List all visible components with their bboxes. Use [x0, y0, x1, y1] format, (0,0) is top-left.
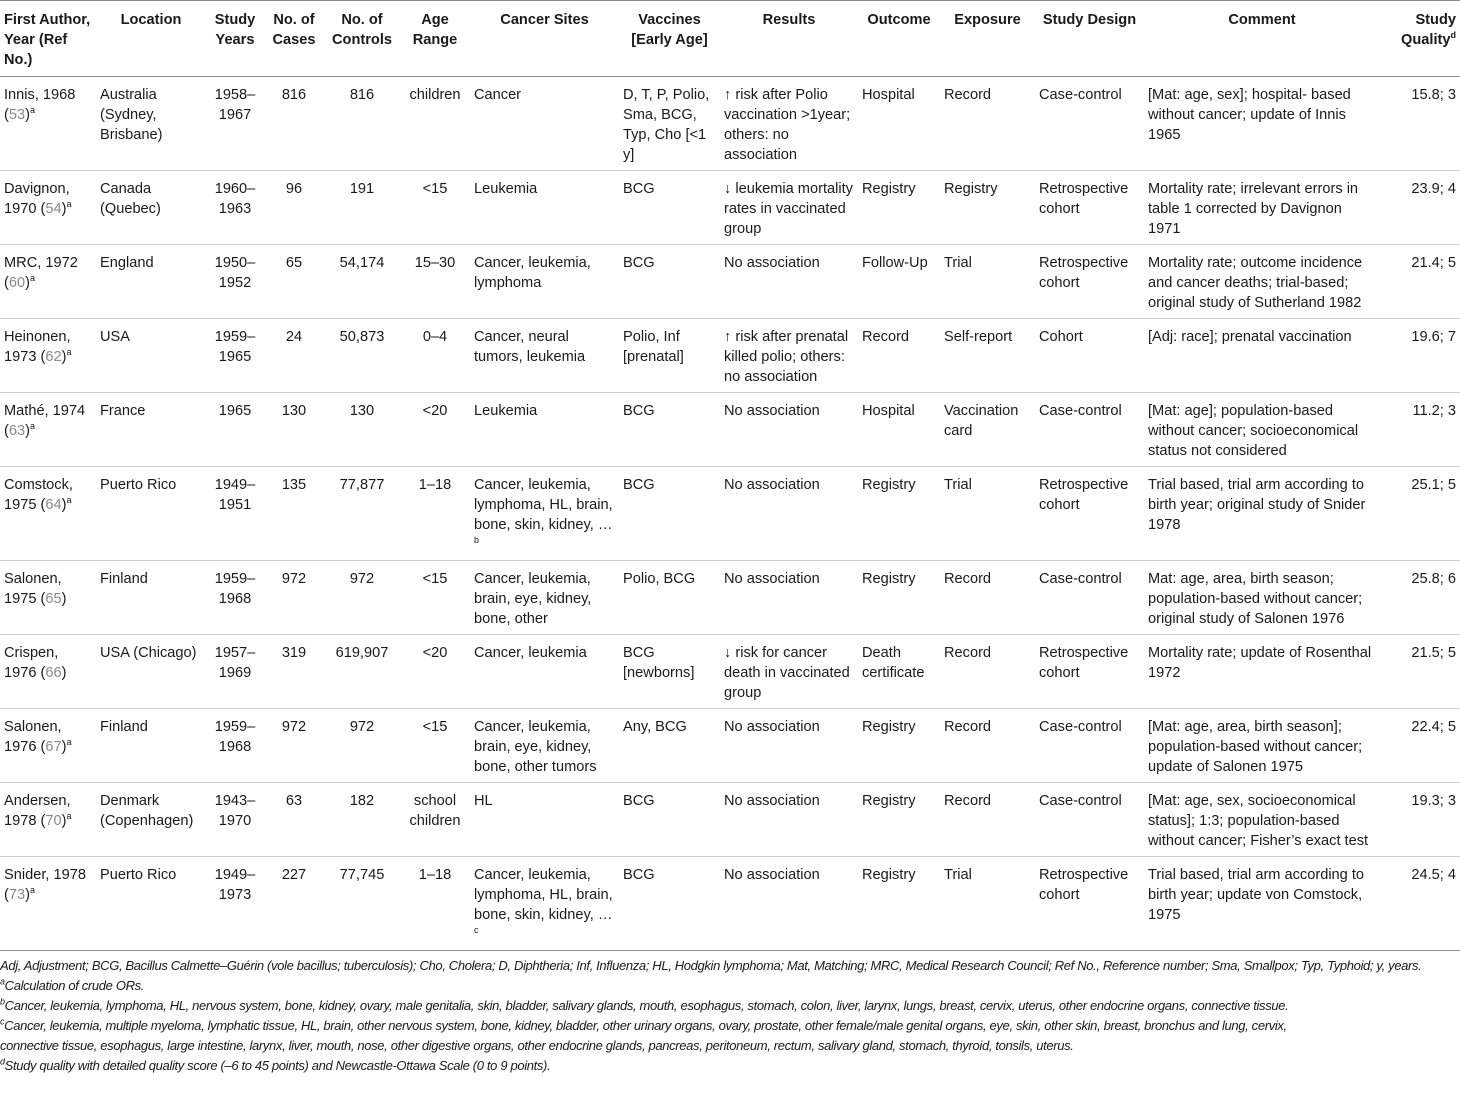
cell-author: Mathé, 1974 $(63)^a$ [0, 393, 96, 467]
cell-study-quality: 15.8; 3 [1380, 77, 1460, 171]
cell-cancer-sites: Cancer, leukemia, brain, eye, kidney, bone, other [470, 561, 619, 635]
cell-exposure: Vaccination card [940, 393, 1035, 467]
footnote-marker: a [29, 421, 35, 432]
footnote-marker: b [0, 996, 5, 1007]
cell-cancer-sites: Cancer, leukemia, lymphoma, HL, brain, bone, skin, kidney, …$^c$ [470, 857, 619, 951]
table-row [0, 171, 1460, 245]
cell-cases: 65 [264, 245, 324, 319]
cell-age-range: <15 [400, 171, 470, 245]
cell-controls: 972 [324, 709, 400, 783]
cell-outcome: Registry [858, 467, 940, 561]
cell-age-range: <15 [400, 709, 470, 783]
footnote-marker: c [474, 925, 479, 936]
cell-results: No association [720, 245, 858, 319]
col-header-controls: No. of Controls [324, 1, 400, 77]
cell-study-design: Cohort [1035, 319, 1144, 393]
cell-cases: 227 [264, 857, 324, 951]
cell-study-quality: 11.2; 3 [1380, 393, 1460, 467]
cell-exposure: Record [940, 635, 1035, 709]
cell-controls: 50,873 [324, 319, 400, 393]
cell-results: ↓ risk for cancer death in vaccinated group [720, 635, 858, 709]
cell-comment: Mat: age, area, birth season; population-based without cancer; original study of Salonen 1976 [1144, 561, 1380, 635]
cell-vaccines: BCG [619, 393, 720, 467]
cell-exposure: Record [940, 709, 1035, 783]
cell-location: Canada (Quebec) [96, 171, 206, 245]
cell-study-design: Retrospective cohort [1035, 467, 1144, 561]
col-header-study-quality: Study Quality$^d$ [1380, 1, 1460, 77]
cell-exposure: Trial [940, 245, 1035, 319]
cell-study-years: 1949–1951 [206, 467, 264, 561]
col-header-outcome: Outcome [858, 1, 940, 77]
cell-controls: 619,907 [324, 635, 400, 709]
table-row [0, 709, 1460, 783]
cell-location: USA [96, 319, 206, 393]
table-row [0, 635, 1460, 709]
cell-controls: 816 [324, 77, 400, 171]
col-header-exposure: Exposure [940, 1, 1035, 77]
cell-location: Finland [96, 561, 206, 635]
cell-study-quality: 21.5; 5 [1380, 635, 1460, 709]
cell-study-quality: 24.5; 4 [1380, 857, 1460, 951]
table-row [0, 561, 1460, 635]
cell-study-years: 1958–1967 [206, 77, 264, 171]
cell-author: MRC, 1972 $(60)^a$ [0, 245, 96, 319]
cell-outcome: Hospital [858, 77, 940, 171]
cell-study-design: Case-control [1035, 561, 1144, 635]
cell-outcome: Hospital [858, 393, 940, 467]
cell-age-range: <20 [400, 393, 470, 467]
reference-number: 53 [8, 107, 26, 123]
footnote-marker: a [29, 273, 35, 284]
cell-author: Snider, 1978 $(73)^a$ [0, 857, 96, 951]
cell-controls: 182 [324, 783, 400, 857]
cell-outcome: Follow-Up [858, 245, 940, 319]
cell-results: ↑ risk after Polio vaccination >1year; others: no association [720, 77, 858, 171]
reference-number: 64 [45, 497, 62, 513]
cell-vaccines: BCG [619, 171, 720, 245]
cell-study-years: 1957–1969 [206, 635, 264, 709]
cell-exposure: Record [940, 77, 1035, 171]
cell-study-quality: 19.3; 3 [1380, 783, 1460, 857]
cell-vaccines: D, T, P, Polio, Sma, BCG, Typ, Cho [<1 y] [619, 77, 720, 171]
cell-study-design: Case-control [1035, 709, 1144, 783]
cell-comment: Mortality rate; update of Rosenthal 1972 [1144, 635, 1380, 709]
footnote-marker: a [66, 199, 72, 210]
cell-study-years: 1965 [206, 393, 264, 467]
reference-number: 70 [45, 813, 62, 829]
cell-cases: 972 [264, 709, 324, 783]
cell-cases: 63 [264, 783, 324, 857]
col-header-study-years: Study Years [206, 1, 264, 77]
cell-results: No association [720, 709, 858, 783]
cell-study-years: 1959–1968 [206, 561, 264, 635]
cell-comment: Trial based, trial arm according to birth year; original study of Snider 1978 [1144, 467, 1380, 561]
cell-cases: 972 [264, 561, 324, 635]
cell-vaccines: Polio, Inf [prenatal] [619, 319, 720, 393]
cell-vaccines: BCG [619, 467, 720, 561]
cell-cases: 816 [264, 77, 324, 171]
cell-study-design: Case-control [1035, 783, 1144, 857]
cell-age-range: children [400, 77, 470, 171]
cell-outcome: Registry [858, 709, 940, 783]
cell-exposure: Trial [940, 857, 1035, 951]
cell-comment: [Mat: age]; population-based without cancer; socioeconomical status not considered [1144, 393, 1380, 467]
cell-author: Salonen, 1975 (65) [0, 561, 96, 635]
cell-cancer-sites: HL [470, 783, 619, 857]
cell-controls: 77,745 [324, 857, 400, 951]
cell-comment: Trial based, trial arm according to birth year; update von Comstock, 1975 [1144, 857, 1380, 951]
col-header-comment: Comment [1144, 1, 1380, 77]
cell-study-years: 1949–1973 [206, 857, 264, 951]
cell-vaccines: BCG [619, 245, 720, 319]
cell-vaccines: BCG [newborns] [619, 635, 720, 709]
table-row [0, 77, 1460, 171]
cell-vaccines: Polio, BCG [619, 561, 720, 635]
cell-comment: [Mat: age, area, birth season]; population-based without cancer; update of Salonen 1975 [1144, 709, 1380, 783]
cell-exposure: Trial [940, 467, 1035, 561]
cell-location: Australia (Sydney, Brisbane) [96, 77, 206, 171]
cell-comment: [Mat: age, sex, socioeconomical status]; 1:3; population-based without cancer; Fisher’s exact test [1144, 783, 1380, 857]
cell-cases: 130 [264, 393, 324, 467]
cell-study-design: Retrospective cohort [1035, 245, 1144, 319]
cell-outcome: Death certificate [858, 635, 940, 709]
cell-cancer-sites: Leukemia [470, 171, 619, 245]
cell-outcome: Registry [858, 171, 940, 245]
cell-results: ↓ leukemia mortality rates in vaccinated group [720, 171, 858, 245]
cell-location: USA (Chicago) [96, 635, 206, 709]
cell-controls: 972 [324, 561, 400, 635]
cell-cases: 24 [264, 319, 324, 393]
cell-results: No association [720, 561, 858, 635]
footnote: connective tissue, esophagus, large intestine, larynx, liver, mouth, nose, other digestive organs, other endocrine glands, pancreas, peritoneum, rectum, salivary gland, stomach, thyroid, tonsils, uterus. [0, 1038, 1074, 1053]
footnote: $^a$Calculation of crude ORs. [0, 976, 145, 993]
cell-results: No association [720, 393, 858, 467]
reference-number: 66 [45, 665, 62, 681]
table-row [0, 319, 1460, 393]
cell-cases: 135 [264, 467, 324, 561]
cell-cancer-sites: Cancer, leukemia, brain, eye, kidney, bone, other tumors [470, 709, 619, 783]
reference-number: 65 [45, 591, 62, 607]
cell-age-range: 1–18 [400, 467, 470, 561]
table-row [0, 857, 1460, 951]
cell-study-design: Retrospective cohort [1035, 857, 1144, 951]
cell-study-quality: 25.8; 6 [1380, 561, 1460, 635]
cell-author: Innis, 1968 $(53)^a$ [0, 77, 96, 171]
cell-comment: Mortality rate; outcome incidence and cancer deaths; trial-based; original study of Sutherland 1982 [1144, 245, 1380, 319]
cell-study-quality: 23.9; 4 [1380, 171, 1460, 245]
reference-number: 60 [8, 275, 26, 291]
reference-number: 73 [8, 887, 26, 903]
cell-outcome: Record [858, 319, 940, 393]
cell-cancer-sites: Leukemia [470, 393, 619, 467]
col-header-cases: No. of Cases [264, 1, 324, 77]
cell-controls: 191 [324, 171, 400, 245]
reference-number: 63 [8, 423, 26, 439]
cell-author: Comstock, 1975 $(64)^a$ [0, 467, 96, 561]
cell-cancer-sites: Cancer, neural tumors, leukemia [470, 319, 619, 393]
cell-cancer-sites: Cancer, leukemia [470, 635, 619, 709]
cell-vaccines: Any, BCG [619, 709, 720, 783]
col-header-study-design: Study Design [1035, 1, 1144, 77]
footnote-marker: a [29, 105, 35, 116]
cell-author: Salonen, 1976 $(67)^a$ [0, 709, 96, 783]
col-header-author: First Author, Year (Ref No.) [0, 1, 96, 77]
table-body [0, 77, 1460, 951]
cell-vaccines: BCG [619, 857, 720, 951]
reference-number: 62 [45, 349, 62, 365]
cell-age-range: 0–4 [400, 319, 470, 393]
cell-age-range: 1–18 [400, 857, 470, 951]
footnote-marker: a [0, 976, 5, 987]
cell-location: Finland [96, 709, 206, 783]
col-header-vaccines: Vaccines [Early Age] [619, 1, 720, 77]
cell-vaccines: BCG [619, 783, 720, 857]
cell-comment: [Adj: race]; prenatal vaccination [1144, 319, 1380, 393]
footnote: Adj, Adjustment; BCG, Bacillus Calmette–Guérin (vole bacillus; tuberculosis); Cho, Cholera; D, Diphtheria; Inf, Influenza; HL, Hodgkin lymphoma; Mat, Matching; MRC, Medical Research Council; Ref No., Reference number; Sma, Smallpox; Typ, Typhoid; y, years. [0, 958, 1422, 973]
cell-results: No association [720, 857, 858, 951]
footnote: $^b$Cancer, leukemia, lymphoma, HL, nervous system, bone, kidney, ovary, male genitalia, skin, bladder, salivary glands, mouth, esophagus, stomach, colon, liver, larynx, lungs, breast, cervix, uterus, other endocrine organs, connective tissue. [0, 996, 1289, 1013]
cell-results: No association [720, 783, 858, 857]
footnote-marker: a [66, 811, 72, 822]
col-header-age-range: Age Range [400, 1, 470, 77]
header-row [0, 1, 1460, 77]
footnote-marker: c [0, 1016, 5, 1027]
cell-exposure: Record [940, 783, 1035, 857]
cell-exposure: Record [940, 561, 1035, 635]
cell-controls: 54,174 [324, 245, 400, 319]
cell-results: No association [720, 467, 858, 561]
cell-location: France [96, 393, 206, 467]
cell-exposure: Registry [940, 171, 1035, 245]
table-row [0, 393, 1460, 467]
cell-cancer-sites: Cancer, leukemia, lymphoma [470, 245, 619, 319]
cell-outcome: Registry [858, 857, 940, 951]
footnote-marker: b [474, 535, 480, 546]
cell-results: ↑ risk after prenatal killed polio; others: no association [720, 319, 858, 393]
cell-location: Puerto Rico [96, 467, 206, 561]
table-row [0, 783, 1460, 857]
cell-cases: 96 [264, 171, 324, 245]
cell-location: Denmark (Copenhagen) [96, 783, 206, 857]
cell-outcome: Registry [858, 783, 940, 857]
cell-location: England [96, 245, 206, 319]
table-row [0, 245, 1460, 319]
footnote-marker: d [0, 1056, 5, 1067]
cell-study-quality: 19.6; 7 [1380, 319, 1460, 393]
table-footnotes [0, 951, 1460, 1076]
col-header-location: Location [96, 1, 206, 77]
cell-study-design: Retrospective cohort [1035, 635, 1144, 709]
cell-study-quality: 22.4; 5 [1380, 709, 1460, 783]
cell-study-years: 1943–1970 [206, 783, 264, 857]
cell-cancer-sites: Cancer, leukemia, lymphoma, HL, brain, bone, skin, kidney, …$^b$ [470, 467, 619, 561]
footnote-marker: a [66, 347, 72, 358]
cell-study-quality: 21.4; 5 [1380, 245, 1460, 319]
cell-study-quality: 25.1; 5 [1380, 467, 1460, 561]
cell-study-design: Retrospective cohort [1035, 171, 1144, 245]
cell-comment: Mortality rate; irrelevant errors in table 1 corrected by Davignon 1971 [1144, 171, 1380, 245]
cell-controls: 130 [324, 393, 400, 467]
cell-author: Crispen, 1976 (66) [0, 635, 96, 709]
cell-outcome: Registry [858, 561, 940, 635]
cell-age-range: 15–30 [400, 245, 470, 319]
cell-study-design: Case-control [1035, 77, 1144, 171]
footnote-marker: a [66, 737, 72, 748]
cell-study-years: 1960–1963 [206, 171, 264, 245]
footnote-marker: d [1450, 30, 1456, 41]
cell-study-years: 1959–1968 [206, 709, 264, 783]
cell-study-years: 1950–1952 [206, 245, 264, 319]
footnote-marker: a [29, 885, 35, 896]
cell-author: Heinonen, 1973 $(62)^a$ [0, 319, 96, 393]
cell-study-design: Case-control [1035, 393, 1144, 467]
cell-exposure: Self-report [940, 319, 1035, 393]
reference-number: 67 [45, 739, 62, 755]
cell-cancer-sites: Cancer [470, 77, 619, 171]
footnote: $^c$Cancer, leukemia, multiple myeloma, lymphatic tissue, HL, brain, other nervous system, bone, kidney, bladder, other urinary organs, ovary, prostate, other female/male genital organs, eye, skin, other skin, breast, bronchus and lung, cervix, [0, 1016, 1287, 1033]
cell-author: Andersen, 1978 $(70)^a$ [0, 783, 96, 857]
cell-comment: [Mat: age, sex]; hospital- based without cancer; update of Innis 1965 [1144, 77, 1380, 171]
footnote-marker: a [66, 495, 72, 506]
cell-controls: 77,877 [324, 467, 400, 561]
col-header-results: Results [720, 1, 858, 77]
table-row [0, 467, 1460, 561]
cell-age-range: <20 [400, 635, 470, 709]
cell-cases: 319 [264, 635, 324, 709]
cell-age-range: school children [400, 783, 470, 857]
cell-age-range: <15 [400, 561, 470, 635]
cell-location: Puerto Rico [96, 857, 206, 951]
col-header-cancer-sites: Cancer Sites [470, 1, 619, 77]
reference-number: 54 [45, 201, 62, 217]
cell-study-years: 1959–1965 [206, 319, 264, 393]
footnote: $^d$Study quality with detailed quality score (–6 to 45 points) and Newcastle-Ottawa Scale (0 to 9 points). [0, 1056, 551, 1073]
cell-author: Davignon, 1970 $(54)^a$ [0, 171, 96, 245]
